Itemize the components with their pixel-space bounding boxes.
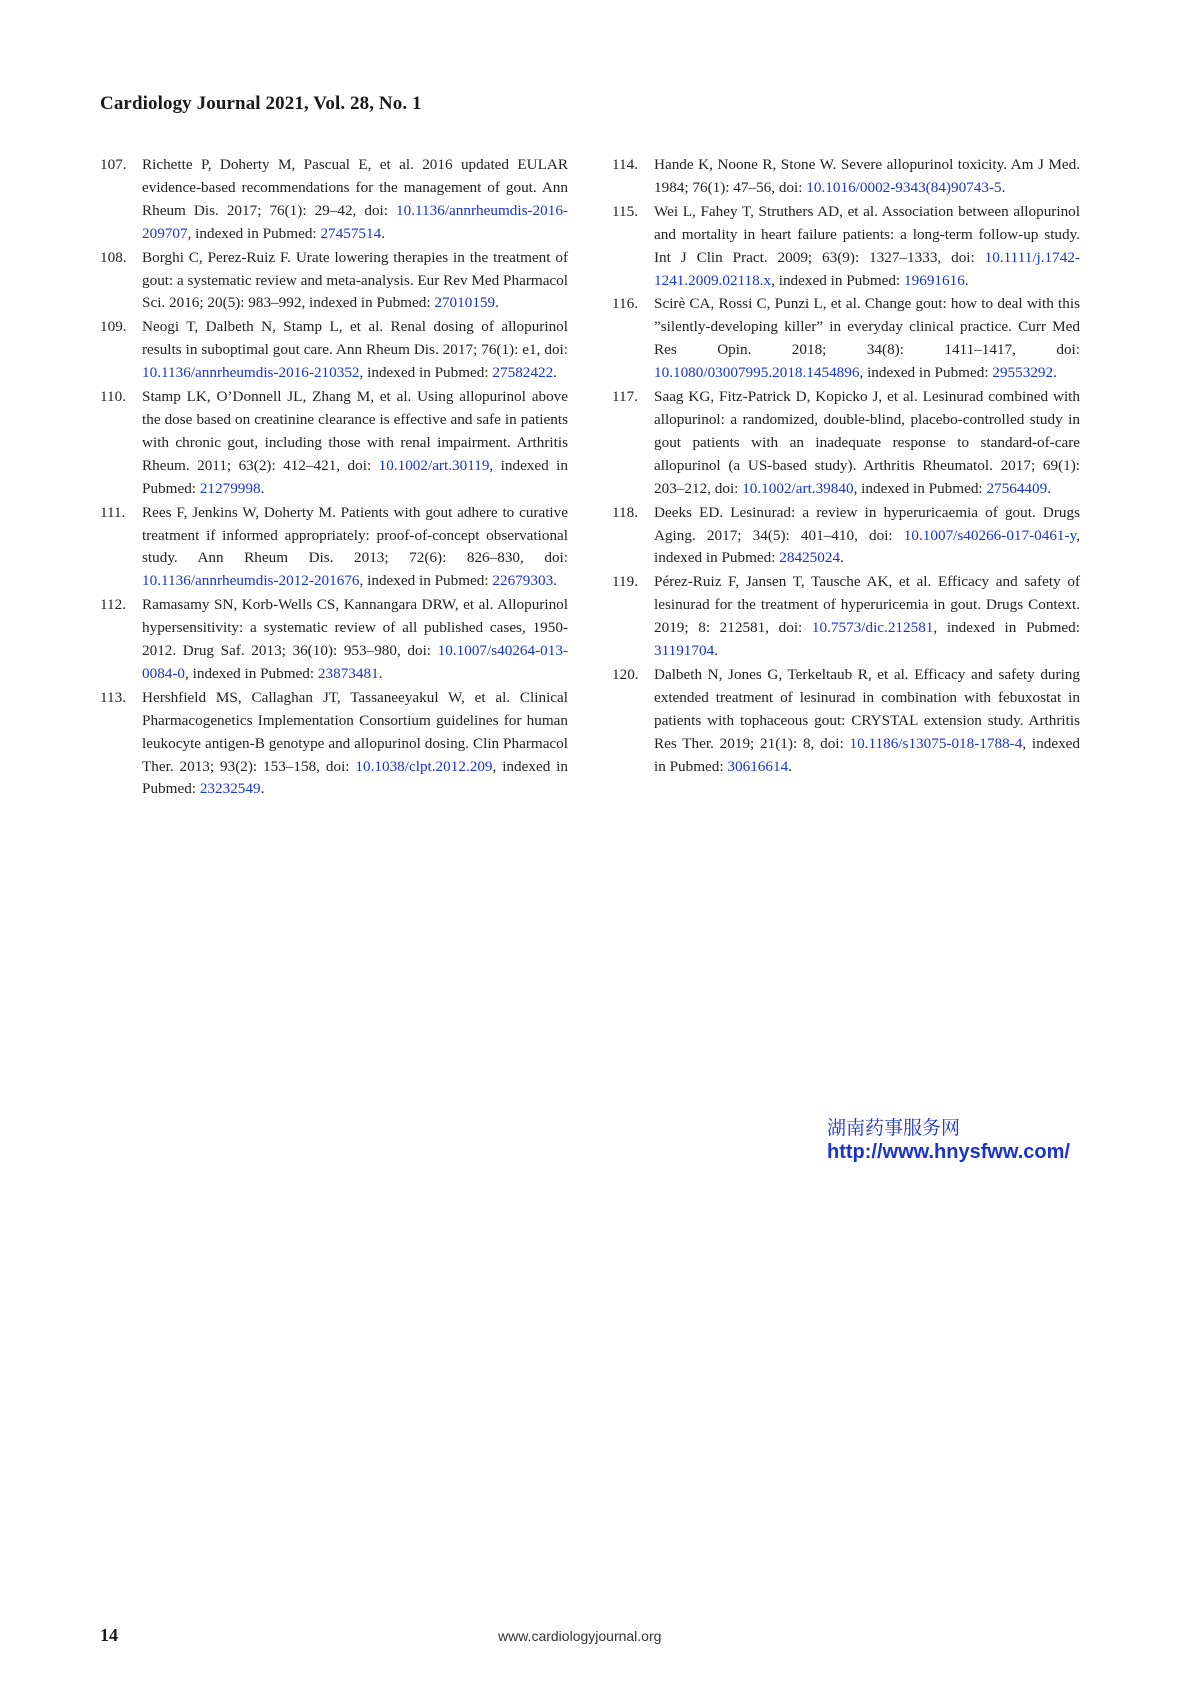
reference-link[interactable]: 31191704 <box>654 642 715 660</box>
reference-text <box>142 386 568 501</box>
reference-item <box>612 502 1080 571</box>
reference-number: 118. <box>612 503 639 521</box>
reference-text-segment: , indexed in Pubmed: <box>359 572 493 590</box>
reference-text-segment: Wei L, Fahey T, Struthers AD, et al. Association between allopurinol and mortality in heart failure patients: a long-term follow-up study. Int J Clin Pract. 2009; 63(9): 1327–1333, doi: <box>654 202 1080 266</box>
reference-number: 119. <box>612 573 639 591</box>
reference-link[interactable]: 10.1136/annrheumdis-2012-201676 <box>142 572 360 590</box>
reference-text <box>142 247 568 316</box>
reference-text <box>142 594 568 686</box>
references-left-column <box>100 154 568 802</box>
reference-number: 117. <box>612 388 639 406</box>
reference-link[interactable]: 10.1007/s40266-017-0461-y <box>903 526 1077 544</box>
references-right-column <box>612 154 1080 779</box>
reference-link[interactable]: 30616614 <box>727 757 789 775</box>
reference-item <box>100 386 568 501</box>
reference-text <box>654 154 1080 200</box>
reference-link[interactable]: 22679303 <box>492 572 554 590</box>
reference-number: 108. <box>100 248 127 266</box>
reference-link[interactable]: 10.1136/annrheumdis-2016-209707 <box>142 201 568 242</box>
reference-text-segment: Rees F, Jenkins W, Doherty M. Patients with gout adhere to curative treatment if informed appropriately: proof-of-concept observational study. Ann Rheum Dis. 2013; 72(6): 826–830, doi: <box>142 503 568 567</box>
reference-text-segment: Saag KG, Fitz-Patrick D, Kopicko J, et al. Lesinurad combined with allopurinol: a randomized, double-blind, placebo-controlled study in gout patients with an inadequate response to standard-of-care allopurinol (a US-based study). Arthritis Rheumatol. 2017; 69(1): 203–212, doi: <box>654 388 1080 497</box>
reference-number: 116. <box>612 295 639 313</box>
reference-number: 114. <box>612 156 639 173</box>
reference-text-segment: . <box>260 479 265 497</box>
reference-link[interactable]: 10.1080/03007995.2018.1454896 <box>654 364 860 382</box>
reference-number: 109. <box>100 318 127 336</box>
reference-text-segment: . <box>553 364 557 382</box>
reference-text-segment: Pérez-Ruiz F, Jansen T, Tausche AK, et al. Efficacy and safety of lesinurad for the treatment of hyperuricemia in gout. Drugs Context. 2019; 8: 212581, doi: <box>654 573 1080 637</box>
reference-link[interactable]: 10.1002/art.39840 <box>742 479 854 497</box>
reference-text-segment: Hershfield MS, Callaghan JT, Tassaneeyakul W, et al. Clinical Pharmacogenetics Implementation Consortium guidelines for human leukocyte antigen-B genotype and allopurinol dosing. Clin Pharmacol Ther. 2013; 93(2): 153–158, doi: <box>142 688 568 775</box>
footer-website[interactable]: www.cardiologyjournal.org <box>498 1628 662 1644</box>
watermark-url[interactable]: http://www.hnysfww.com/ <box>827 1141 1070 1163</box>
reference-item <box>612 293 1080 385</box>
reference-item <box>612 664 1080 779</box>
reference-item <box>100 687 568 802</box>
reference-text-segment: Richette P, Doherty M, Pascual E, et al. 2016 updated EULAR evidence-based recommendations for the management of gout. Ann Rheum Dis. 2017; 76(1): 29–42, doi: <box>142 156 568 219</box>
reference-text <box>142 502 568 594</box>
reference-number: 113. <box>100 688 127 706</box>
reference-link[interactable]: 10.1136/annrheumdis-2016-210352 <box>142 364 360 382</box>
reference-link[interactable]: 27010159 <box>434 294 496 312</box>
reference-text-segment: , indexed in Pubmed: <box>142 456 568 497</box>
reference-text-segment: Neogi T, Dalbeth N, Stamp L, et al. Renal dosing of allopurinol results in suboptimal gout care. Ann Rheum Dis. 2017; 76(1): e1, doi: <box>142 318 568 359</box>
reference-link[interactable]: 10.1007/s40264-013-0084-0 <box>142 642 568 682</box>
reference-item <box>612 571 1080 663</box>
reference-text-segment: Hande K, Noone R, Stone W. Severe allopurinol toxicity. Am J Med. 1984; 76(1): 47–56, doi: <box>654 156 1080 196</box>
reference-text-segment: . <box>840 549 844 567</box>
reference-number: 111. <box>100 503 126 521</box>
reference-link[interactable]: 19691616 <box>904 271 965 289</box>
reference-text-segment: Deeks ED. Lesinurad: a review in hyperuricaemia of gout. Drugs Aging. 2017; 34(5): 401–410, doi: <box>654 503 1080 544</box>
reference-link[interactable]: 10.1186/s13075-018-1788-4 <box>849 734 1023 752</box>
reference-text-segment: , indexed in Pubmed: <box>853 479 987 497</box>
reference-link[interactable]: 21279998 <box>199 479 261 497</box>
reference-text-segment: . <box>1047 479 1051 497</box>
reference-number: 107. <box>100 156 127 173</box>
reference-text-segment: , indexed in Pubmed: <box>185 664 318 682</box>
reference-text <box>654 386 1080 501</box>
reference-text-segment: . <box>1001 178 1006 196</box>
reference-number: 115. <box>612 202 639 220</box>
reference-text <box>654 664 1080 779</box>
reference-link[interactable]: 10.7573/dic.212581 <box>811 619 934 637</box>
reference-text-segment: . <box>260 780 265 798</box>
reference-text <box>654 293 1080 385</box>
reference-text-segment: , indexed in Pubmed: <box>142 757 568 798</box>
reference-text <box>142 316 568 385</box>
reference-text-segment: Borghi C, Perez-Ruiz F. Urate lowering therapies in the treatment of gout: a systematic review and meta-analysis. Eur Rev Med Pharmacol Sci. 2016; 20(5): 983–992, indexed in Pubmed: <box>142 248 568 312</box>
reference-link[interactable]: 10.1002/art.30119 <box>378 456 490 474</box>
reference-item <box>100 316 568 385</box>
reference-text-segment: . <box>714 642 718 660</box>
reference-text-segment: , indexed in Pubmed: <box>771 271 905 289</box>
reference-text-segment: , indexed in Pubmed: <box>933 619 1080 637</box>
reference-text <box>654 201 1080 293</box>
reference-item <box>612 201 1080 293</box>
reference-item <box>612 154 1080 200</box>
reference-text <box>142 154 568 246</box>
reference-text-segment: Ramasamy SN, Korb-Wells CS, Kannangara DRW, et al. Allopurinol hypersensitivity: a systematic review of all published cases, 1950-2012. Drug Saf. 2013; 36(10): 953–980, doi: <box>142 596 568 660</box>
reference-text-segment: Stamp LK, O’Donnell JL, Zhang M, et al. Using allopurinol above the dose based on creatinine clearance is effective and safe in patients with chronic gout, including those with renal impairment. Arthritis Rheum. 2011; 63(2): 412–421, doi: <box>142 388 568 474</box>
reference-text-segment: , indexed in Pubmed: <box>654 526 1080 567</box>
running-head: Cardiology Journal 2021, Vol. 28, No. 1 <box>100 93 422 114</box>
reference-link[interactable]: 23232549 <box>199 780 261 798</box>
reference-item <box>100 502 568 594</box>
reference-link[interactable]: 27582422 <box>492 364 554 382</box>
reference-text-segment: Dalbeth N, Jones G, Terkeltaub R, et al. Efficacy and safety during extended treatment of lesinurad in combination with febuxostat in patients with tophaceous gout: CRYSTAL extension study. Arthritis Res Ther. 2019; 21(1): 8, doi: <box>654 665 1080 752</box>
reference-link[interactable]: 10.1016/0002-9343(84)90743-5 <box>806 178 1002 196</box>
reference-text-segment: , indexed in Pubmed: <box>359 364 493 382</box>
reference-text-segment: . <box>378 664 383 682</box>
reference-text-segment: Scirè CA, Rossi C, Punzi L, et al. Change gout: how to deal with this ”silently-developing killer” in everyday clinical practice. Curr Med Res Opin. 2018; 34(8): 1411–1417, doi: <box>654 295 1080 359</box>
reference-text <box>654 571 1080 663</box>
reference-text-segment: . <box>788 757 792 775</box>
reference-text-segment: , indexed in Pubmed: <box>859 364 993 382</box>
reference-text-segment: , indexed in Pubmed: <box>654 734 1080 775</box>
reference-text <box>142 687 568 802</box>
page-number: 14 <box>100 1625 118 1645</box>
reference-number: 120. <box>612 665 639 683</box>
reference-text-segment: . <box>495 294 499 312</box>
reference-link[interactable]: 27457514 <box>320 224 382 242</box>
watermark <box>827 1116 1070 1164</box>
reference-item <box>612 386 1080 501</box>
reference-text-segment: . <box>381 224 385 242</box>
reference-link[interactable]: 28425024 <box>779 549 841 567</box>
reference-item <box>100 154 568 246</box>
reference-number: 110. <box>100 388 127 406</box>
reference-text <box>654 502 1080 571</box>
watermark-name: 湖南药事服务网 <box>827 1117 961 1139</box>
reference-number: 112. <box>100 596 127 614</box>
reference-item <box>100 247 568 316</box>
reference-link[interactable]: 10.1038/clpt.2012.209 <box>355 757 493 775</box>
reference-text-segment: , indexed in Pubmed: <box>187 224 321 242</box>
reference-text-segment: . <box>964 271 969 289</box>
reference-text-segment: . <box>1053 364 1057 382</box>
reference-link[interactable]: 29553292 <box>992 364 1054 382</box>
reference-link[interactable]: 27564409 <box>986 479 1048 497</box>
reference-link[interactable]: 23873481 <box>317 664 379 682</box>
reference-item <box>100 594 568 686</box>
reference-link[interactable]: 10.1111/j.1742-1241.2009.02118.x <box>654 248 1080 289</box>
reference-text-segment: . <box>553 572 557 590</box>
